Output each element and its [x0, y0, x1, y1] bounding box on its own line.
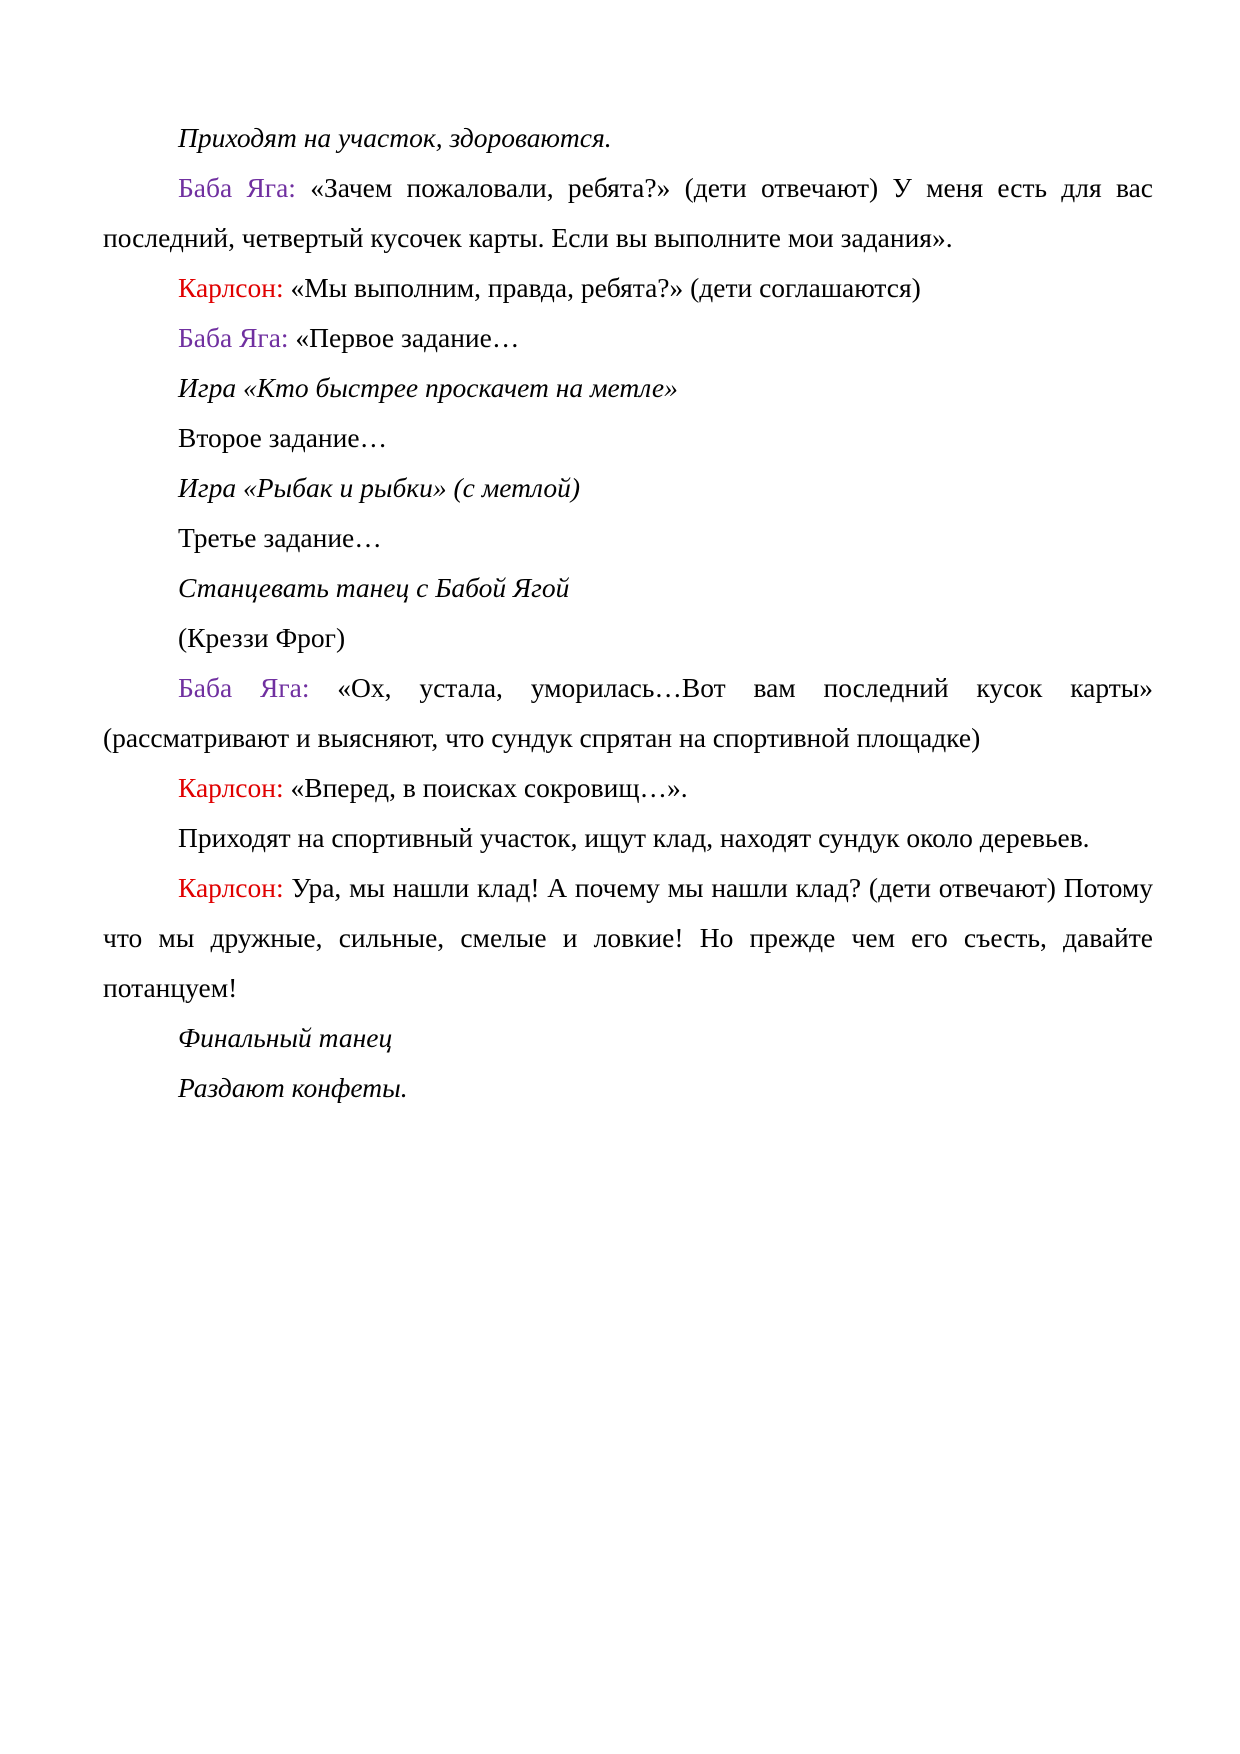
dialogue-text: «Мы выполним, правда, ребята?» (дети соглашаются)	[283, 272, 921, 303]
dialogue-line	[103, 663, 1153, 763]
narration	[103, 613, 1153, 663]
stage-direction	[103, 113, 1153, 163]
speaker-label: Баба Яга:	[178, 322, 289, 353]
stage-direction	[103, 463, 1153, 513]
stage-direction	[103, 1063, 1153, 1113]
speaker-label: Карлсон:	[178, 772, 284, 803]
stage-direction	[103, 563, 1153, 613]
dialogue-text: «Зачем пожаловали, ребята?» (дети отвечают) У меня есть для вас последний, четвертый кусочек карты. Если вы выполните мои задания».	[103, 172, 1153, 253]
paragraph-text: Приходят на участок, здороваются.	[178, 122, 612, 153]
paragraph-text: Раздают конфеты.	[178, 1072, 408, 1103]
speaker-label: Баба Яга:	[178, 672, 310, 703]
dialogue-line	[103, 863, 1153, 1013]
paragraph-text: Игра «Рыбак и рыбки» (с метлой)	[178, 472, 580, 503]
dialogue-text: Ура, мы нашли клад! А почему мы нашли клад? (дети отвечают) Потому что мы дружные, сильные, смелые и ловкие! Но прежде чем его съесть, давайте потанцуем!	[103, 872, 1153, 1003]
speaker-label: Баба Яга:	[178, 172, 296, 203]
paragraph-text: Станцевать танец с Бабой Ягой	[178, 572, 570, 603]
paragraph-text: Второе задание…	[178, 422, 388, 453]
narration	[103, 513, 1153, 563]
paragraph-text: Игра «Кто быстрее проскачет на метле»	[178, 372, 678, 403]
paragraph-text: Третье задание…	[178, 522, 382, 553]
narration	[103, 813, 1153, 863]
dialogue-text: «Вперед, в поисках сокровищ…».	[283, 772, 688, 803]
paragraph-text: Финальный танец	[178, 1022, 393, 1053]
paragraph-text: (Креззи Фрог)	[178, 622, 346, 653]
dialogue-line	[103, 313, 1153, 363]
speaker-label: Карлсон:	[178, 872, 284, 903]
dialogue-line	[103, 263, 1153, 313]
stage-direction	[103, 1013, 1153, 1063]
script-text	[103, 113, 1153, 1113]
dialogue-text: «Первое задание…	[288, 322, 520, 353]
dialogue-text: «Ох, устала, уморилась…Вот вам последний кусок карты» (рассматривают и выясняют, что сундук спрятан на спортивной площадке)	[103, 672, 1153, 753]
narration	[103, 413, 1153, 463]
dialogue-line	[103, 163, 1153, 263]
stage-direction	[103, 363, 1153, 413]
paragraph-text: Приходят на спортивный участок, ищут клад, находят сундук около деревьев.	[178, 822, 1090, 853]
dialogue-line	[103, 763, 1153, 813]
speaker-label: Карлсон:	[178, 272, 284, 303]
